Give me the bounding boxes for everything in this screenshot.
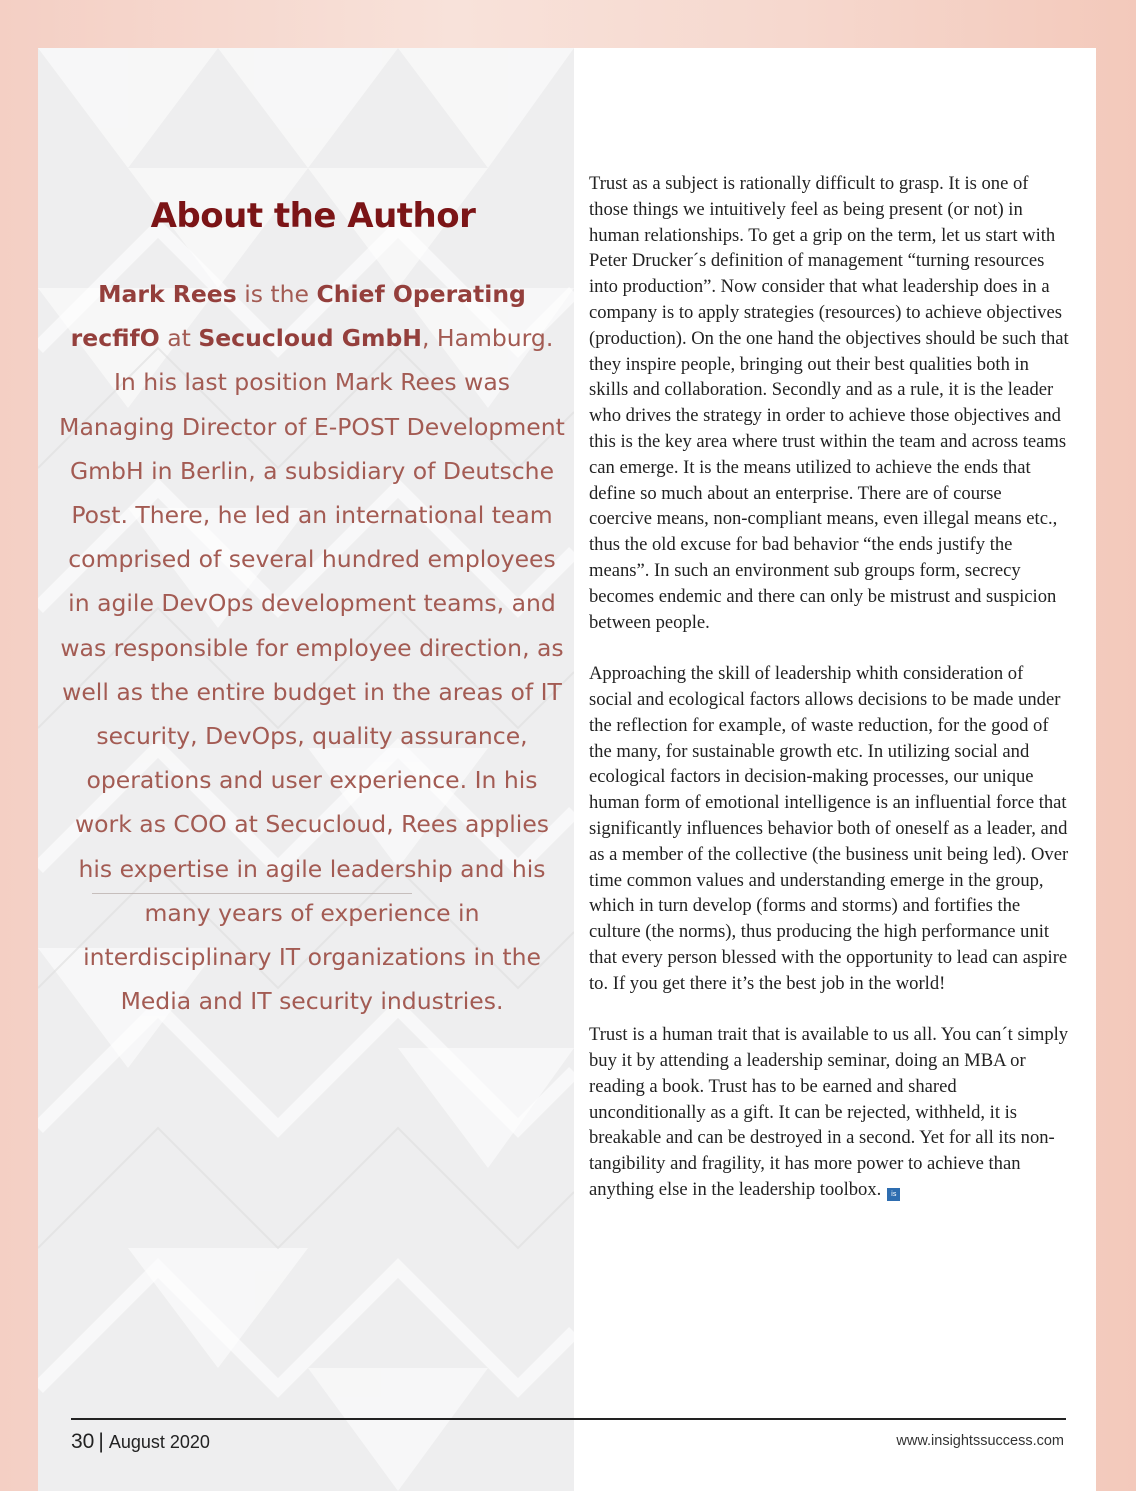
footer-separator: | bbox=[98, 1430, 104, 1453]
author-bio bbox=[58, 272, 566, 1023]
website-url[interactable]: www.insightssuccess.com bbox=[896, 1433, 1064, 1449]
article-paragraph-1: Trust as a subject is rationally difficult to grasp. It is one of those things we intuitively feel as being present (or not) in human relationships. To get a grip on the term, let us start with Peter Drucker´s definition of management “turning resources into production”. Now consider that what leadership does in a company is to apply strategies (resources) to achieve objectives (production). On the one hand the objectives should be such that they inspire people, bringing out their best qualities both in skills and collaboration. Secondly and as a rule, it is the leader who drives the strategy in order to achieve those objectives and this is the key area where trust within the team and across teams can emerge. It is the means utilized to achieve the ends that define so much about an enterprise. There are of course coercive means, non-compliant means, even illegal means etc., thus the old excuse for bad behavior “the ends justify the means”. In such an environment sub groups form, secrecy becomes endemic and there can only be mistrust and suspicion between people. bbox=[589, 173, 1069, 633]
author-company: Secucloud GmbH bbox=[198, 324, 422, 353]
author-name: Mark Rees bbox=[98, 280, 237, 308]
bio-text-2: at bbox=[159, 324, 199, 353]
article-paragraph-3 bbox=[589, 1022, 1069, 1203]
author-role: Chief Operating recfifO bbox=[70, 280, 526, 353]
article-paragraph-3-text: Trust is a human trait that is available to us all. You can´t simply buy it by attending a leadership seminar, doing an MBA or reading a book. Trust has to be earned and shared unconditionally as a gift. It can be rejected, withheld, it is breakable and can be destroyed in a second. Yet for all its non-tangibility and fragility, it has more power to achieve than anything else in the leadership toolbox. bbox=[589, 1024, 1069, 1201]
footer-page-info bbox=[71, 1430, 210, 1454]
insights-success-end-mark-icon: is bbox=[887, 1188, 900, 1201]
footer-divider bbox=[71, 1418, 1066, 1420]
bio-text-1: is the bbox=[236, 280, 317, 308]
about-author-heading: About the Author bbox=[150, 196, 476, 236]
issue-date: August 2020 bbox=[108, 1432, 210, 1452]
article-body bbox=[589, 171, 1069, 1229]
bio-divider bbox=[92, 893, 412, 894]
bio-text-3: , Hamburg. In his last position Mark Rees was Managing Director of E-POST Development GmbH in Berlin, a subsidiary of Deutsche Post. There, he led an international team comprised of several hundred employees in agile DevOps development teams, and was responsible for employee direction, as well as the entire budget in the areas of IT security, DevOps, quality assurance, operations and user experience. In his work as COO at Secucloud, Rees applies his expertise in agile leadership and his many years of experience in interdisciplinary IT organizations in the Media and IT security industries. bbox=[59, 324, 565, 1016]
article-paragraph-2: Approaching the skill of leadership whith consideration of social and ecological factors allows decisions to be made under the reflection for example, of waste reduction, for the good of the many, for sustainable growth etc. In utilizing social and ecological factors in decision-making processes, our unique human form of emotional intelligence is an influential force that significantly influences behavior both of oneself as a leader, and as a member of the collective (the business unit being led). Over time common values and understanding emerge in the group, which in turn develop (forms and storms) and fortifies the culture (the norms), thus producing the high performance unit that every person blessed with the opportunity to lead can aspire to. If you get there it’s the best job in the world! bbox=[589, 663, 1069, 994]
page-number: 30 bbox=[71, 1430, 95, 1453]
